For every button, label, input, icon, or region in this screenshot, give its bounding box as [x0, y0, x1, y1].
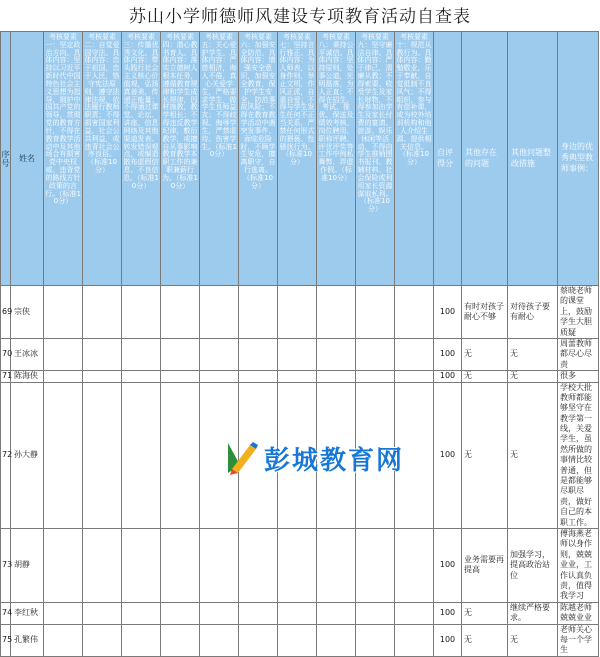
- row-name: 胡静: [11, 528, 44, 602]
- row-name: 王冰冰: [11, 338, 44, 370]
- row-name: 陈海侠: [11, 371, 44, 382]
- table-row: [1, 338, 599, 370]
- row-measure: 无: [508, 371, 558, 382]
- table-row: [1, 371, 599, 382]
- row-seq: 70: [1, 338, 11, 370]
- pencil-logo-icon: [220, 439, 260, 477]
- row-example: 很多: [558, 371, 599, 382]
- row-problem: 无: [462, 338, 508, 370]
- row-name: 李红秋: [11, 602, 44, 624]
- header-requirement-3: 考核要素三：传播优秀文化。具体内容：带头践行社会主义核心价值观，弘扬真善美，传递正能量；不得通过课堂、论坛、讲座、信息网络及其他渠道发表、转发错误观点，或编造散布虚假信息、不良信息。（标准10分）: [122, 32, 161, 286]
- row-name: 孔繁伟: [11, 624, 44, 656]
- table-row: [1, 624, 599, 656]
- header-requirement-4: 考核要素四：潜心教书育人。具体内容：落实立德树人根本任务，遵循教育规律和学生成长规律，因材施教，教学相长；不得违反教学纪律，敷衍教学，或擅自从事影响教育教学本职工作的兼职兼薪行为。（标准10分）: [161, 32, 200, 286]
- row-problem: 有时对孩子耐心不够: [462, 286, 508, 339]
- row-name: 孙大静: [11, 382, 44, 528]
- row-seq: 72: [1, 382, 11, 528]
- table-row: [1, 528, 599, 602]
- header-requirement-9: 考核要素九：坚守廉洁自律。具体内容：严于律己，清廉从教；不得索要、收受学生及家长财物，不得参加由学生及家长付费的宴请、旅游、娱乐休闲等活动，不得向学生推销图书报刊、教辅材料、社会保险或利用家长资源谋取私利。（标准10分）: [356, 32, 395, 286]
- row-measure: 继续严格要求。: [508, 602, 558, 624]
- header-requirement-2: 考核要素二：自觉爱国守法。具体内容：忠于祖国，忠于人民，恪守宪法原则，遵守法律法规，依法履行教师职责；不得损害国家利益、社会公共利益，或违背社会公序良俗。（标准10分）: [83, 32, 122, 286]
- row-measure: 无: [508, 382, 558, 528]
- table-row: [1, 286, 599, 339]
- table-row: [1, 602, 599, 624]
- header-requirement-10: 考核要素十：规范从教行为。具体内容：勤勉敬业，乐于奉献，自觉抵制不良风气；不得组织、参与有偿补课，或为校外培训机构和他人介绍生源、提供相关信息。（标准10分）: [395, 32, 434, 286]
- row-name: 宗侠: [11, 286, 44, 339]
- row-score: 100: [434, 338, 462, 370]
- row-problem: 无: [462, 624, 508, 656]
- header-requirement-6: 考核要素六：加强安全防范。具体内容：增强安全意识，加强安全教育，保护学生安全，防范事故风险；不得在教育教学活动中遇突发事件、面临危险时，不顾学生安危，擅离职守，自行逃离。（标准10分）: [239, 32, 278, 286]
- row-seq: 75: [1, 624, 11, 656]
- header-self-score: 自评得分: [434, 32, 462, 286]
- header-requirement-1: 考核要素一：坚定政治方向。具体内容：坚持以习近平新时代中国特色社会主义思想为指导，拥护中国共产党的领导，贯彻党的教育方针，不得在教育教学活动中及其他场合有损害党中央权威、违背党的路线方针政策的言行。（标准10分）: [44, 32, 83, 286]
- row-example: 老师关心每一个学生: [558, 624, 599, 656]
- watermark: [220, 438, 520, 478]
- row-example: 蔡晓老师的课堂上，鼓励学生大胆质疑: [558, 286, 599, 339]
- header-rectification: 其他问题整改措施: [508, 32, 558, 286]
- watermark-text: 彭城教育网: [264, 445, 405, 476]
- self-check-table: [0, 31, 599, 657]
- row-problem: 业务需要再提高: [462, 528, 508, 602]
- page-title: 苏山小学师德师风建设专项教育活动自查表: [129, 7, 471, 27]
- row-problem: 无: [462, 602, 508, 624]
- row-seq: 69: [1, 286, 11, 339]
- row-problem: 无: [462, 371, 508, 382]
- header-seq: 序号: [1, 32, 11, 286]
- row-score: 100: [434, 624, 462, 656]
- row-example: 学校大批教师都能够坚守在教学第一线，关爱学生，虽然所做的事情比较普通，但是都能够尽职尽责，做好自己的本职工作。: [558, 382, 599, 528]
- row-score: 100: [434, 382, 462, 528]
- row-example: 傅海燕老师以身作则，兢兢业业，工作认真负责，值得我学习: [558, 528, 599, 602]
- header-requirement-5: 考核要素五：关心爱护学生。具体内容：严慈相济，诲人不倦，真心关爱学生，严格要求学生，做学生良师益友；不得歧视、侮辱学生，严禁虐待、伤害学生。（标准10分）: [200, 32, 239, 286]
- header-examples: 身边的优秀典型教师事例：: [558, 32, 599, 286]
- row-score: 100: [434, 286, 462, 339]
- row-measure: 对待孩子要有耐心: [508, 286, 558, 339]
- row-measure: 无: [508, 624, 558, 656]
- header-requirement-7: 考核要素七：坚持言行雅正。具体内容：为人师表，以身作则，举止文明，作风正派，自重自爱；不得与学生发生任何不正当关系，严禁任何形式的猥亵、性骚扰行为。（标准10分）: [278, 32, 317, 286]
- row-example: 周蕾教师都尽心尽责: [558, 338, 599, 370]
- header-problems: 其他存在的问题: [462, 32, 508, 286]
- row-seq: 74: [1, 602, 11, 624]
- row-score: 100: [434, 528, 462, 602]
- row-problem: 无: [462, 382, 508, 528]
- header-requirement-8: 考核要素八：秉持公平诚信。具体内容：坚持原则，处事公道，光明磊落，为人正直；不得在招生、考试、推优、保送及绩效考核、岗位聘用、职称评聘、评优评奖等工作中徇私舞弊、弄虚作假。（标准10分）: [317, 32, 356, 286]
- row-seq: 71: [2, 371, 13, 381]
- row-score: 100: [434, 371, 462, 382]
- header-name: 姓名: [11, 32, 44, 286]
- row-measure: 无: [508, 338, 558, 370]
- header-row: [1, 32, 599, 286]
- row-example: 陈越老师兢兢业业: [558, 602, 599, 624]
- row-score: 100: [434, 602, 462, 624]
- row-measure: 加强学习，提高政治站位: [508, 528, 558, 602]
- row-seq: 73: [1, 528, 11, 602]
